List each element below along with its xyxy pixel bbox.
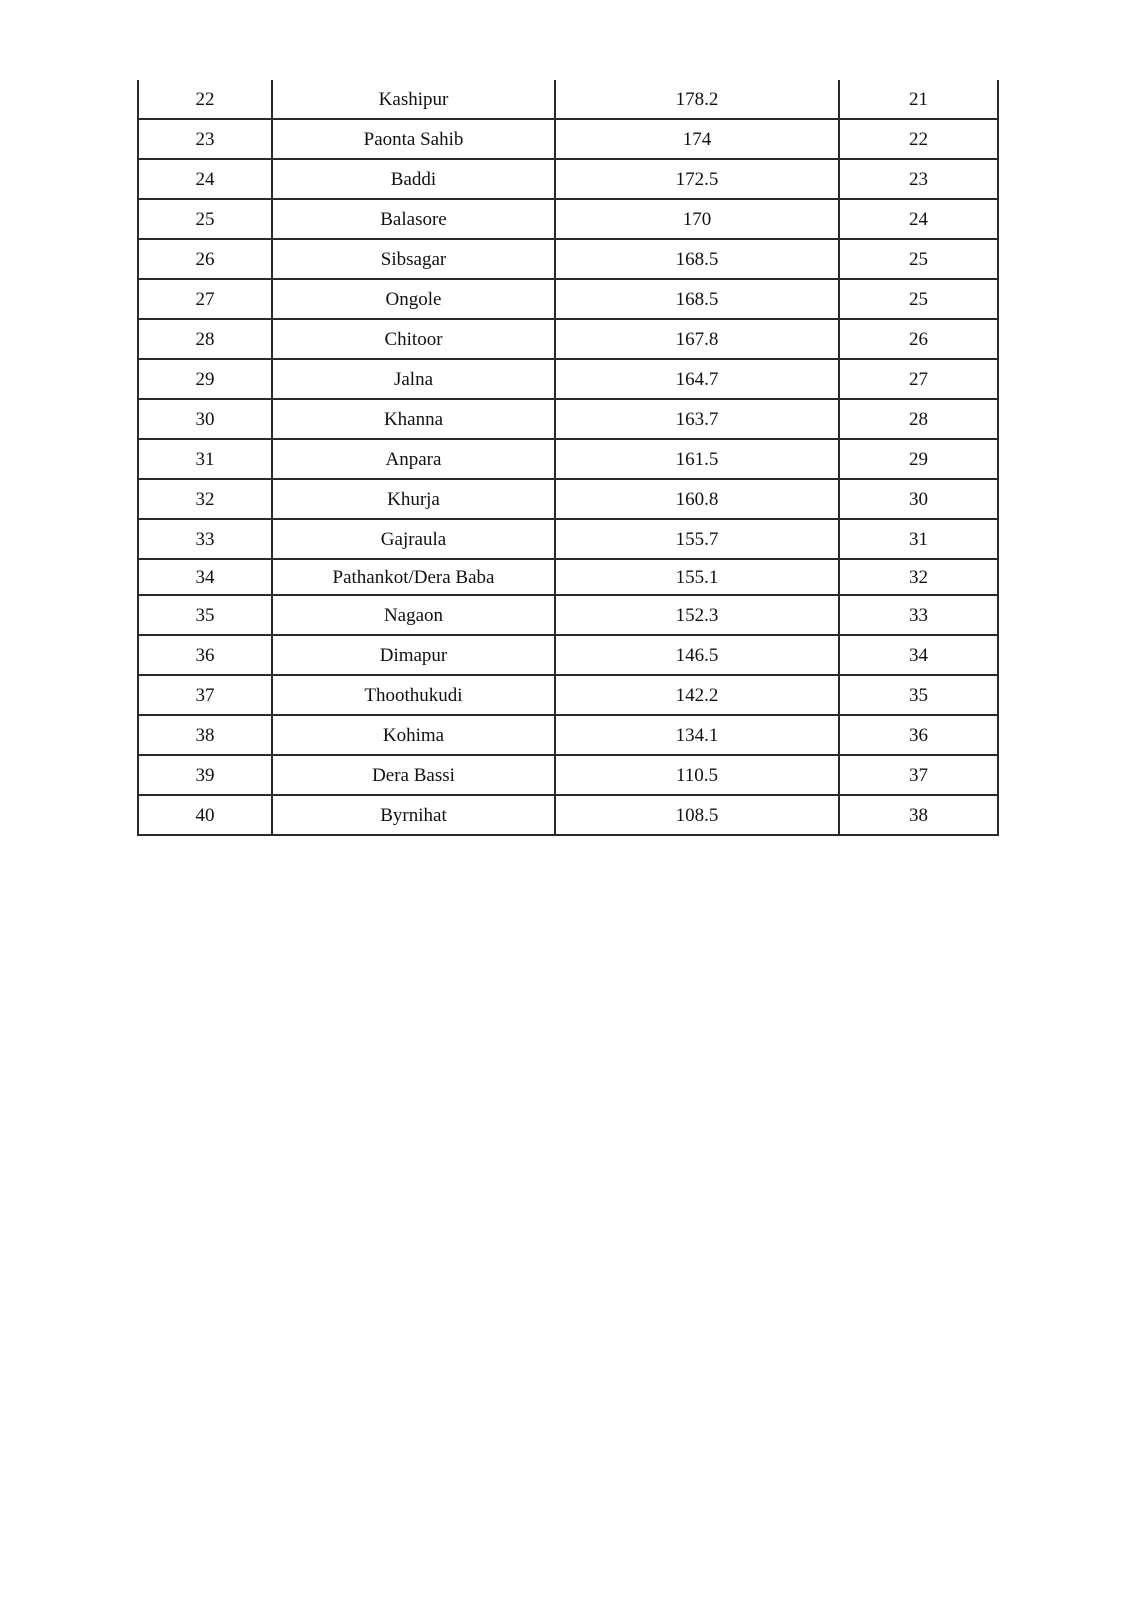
rank-cell: 26 (839, 319, 998, 359)
rank-cell: 38 (839, 795, 998, 835)
rank-cell: 24 (839, 199, 998, 239)
value-cell: 172.5 (555, 159, 839, 199)
value-cell: 168.5 (555, 239, 839, 279)
table-row (138, 279, 998, 319)
city-name-cell: Dimapur (272, 635, 555, 675)
city-name-cell: Paonta Sahib (272, 119, 555, 159)
value-cell: 170 (555, 199, 839, 239)
table-row (138, 519, 998, 559)
rank-cell: 23 (839, 159, 998, 199)
rank-cell: 28 (839, 399, 998, 439)
serial-number-cell: 22 (138, 80, 272, 119)
city-name-cell: Jalna (272, 359, 555, 399)
serial-number-cell: 38 (138, 715, 272, 755)
table-row (138, 319, 998, 359)
serial-number-cell: 27 (138, 279, 272, 319)
table-row (138, 119, 998, 159)
city-name-cell: Baddi (272, 159, 555, 199)
table-row (138, 795, 998, 835)
city-name-cell: Chitoor (272, 319, 555, 359)
city-name-cell: Kohima (272, 715, 555, 755)
value-cell: 164.7 (555, 359, 839, 399)
table-row (138, 199, 998, 239)
serial-number-cell: 29 (138, 359, 272, 399)
serial-number-cell: 26 (138, 239, 272, 279)
city-name-cell: Gajraula (272, 519, 555, 559)
value-cell: 155.7 (555, 519, 839, 559)
city-name-cell: Khanna (272, 399, 555, 439)
table-row (138, 635, 998, 675)
serial-number-cell: 40 (138, 795, 272, 835)
table-row (138, 359, 998, 399)
table-row (138, 80, 998, 119)
serial-number-cell: 39 (138, 755, 272, 795)
rank-cell: 36 (839, 715, 998, 755)
serial-number-cell: 31 (138, 439, 272, 479)
serial-number-cell: 36 (138, 635, 272, 675)
table-row (138, 595, 998, 635)
serial-number-cell: 33 (138, 519, 272, 559)
serial-number-cell: 32 (138, 479, 272, 519)
value-cell: 161.5 (555, 439, 839, 479)
city-name-cell: Pathankot/Dera Baba (272, 559, 555, 595)
table-row (138, 239, 998, 279)
table-row (138, 479, 998, 519)
city-ranking-table (137, 80, 999, 836)
city-name-cell: Byrnihat (272, 795, 555, 835)
city-name-cell: Kashipur (272, 80, 555, 119)
city-name-cell: Dera Bassi (272, 755, 555, 795)
rank-cell: 21 (839, 80, 998, 119)
serial-number-cell: 37 (138, 675, 272, 715)
table-row (138, 399, 998, 439)
table-row (138, 159, 998, 199)
value-cell: 160.8 (555, 479, 839, 519)
rank-cell: 29 (839, 439, 998, 479)
city-name-cell: Balasore (272, 199, 555, 239)
value-cell: 146.5 (555, 635, 839, 675)
serial-number-cell: 28 (138, 319, 272, 359)
city-name-cell: Thoothukudi (272, 675, 555, 715)
value-cell: 152.3 (555, 595, 839, 635)
value-cell: 155.1 (555, 559, 839, 595)
city-name-cell: Nagaon (272, 595, 555, 635)
rank-cell: 34 (839, 635, 998, 675)
value-cell: 174 (555, 119, 839, 159)
value-cell: 163.7 (555, 399, 839, 439)
table-row (138, 675, 998, 715)
table-row (138, 755, 998, 795)
rank-cell: 27 (839, 359, 998, 399)
rank-cell: 33 (839, 595, 998, 635)
serial-number-cell: 25 (138, 199, 272, 239)
rank-cell: 30 (839, 479, 998, 519)
serial-number-cell: 30 (138, 399, 272, 439)
value-cell: 108.5 (555, 795, 839, 835)
value-cell: 110.5 (555, 755, 839, 795)
serial-number-cell: 23 (138, 119, 272, 159)
table-row (138, 715, 998, 755)
table-row (138, 559, 998, 595)
city-name-cell: Ongole (272, 279, 555, 319)
value-cell: 178.2 (555, 80, 839, 119)
city-name-cell: Khurja (272, 479, 555, 519)
table-row (138, 439, 998, 479)
city-name-cell: Anpara (272, 439, 555, 479)
value-cell: 134.1 (555, 715, 839, 755)
rank-cell: 25 (839, 239, 998, 279)
serial-number-cell: 35 (138, 595, 272, 635)
value-cell: 167.8 (555, 319, 839, 359)
rank-cell: 22 (839, 119, 998, 159)
rank-cell: 35 (839, 675, 998, 715)
city-name-cell: Sibsagar (272, 239, 555, 279)
rank-cell: 32 (839, 559, 998, 595)
value-cell: 142.2 (555, 675, 839, 715)
serial-number-cell: 34 (138, 559, 272, 595)
value-cell: 168.5 (555, 279, 839, 319)
rank-cell: 31 (839, 519, 998, 559)
rank-cell: 25 (839, 279, 998, 319)
rank-cell: 37 (839, 755, 998, 795)
serial-number-cell: 24 (138, 159, 272, 199)
